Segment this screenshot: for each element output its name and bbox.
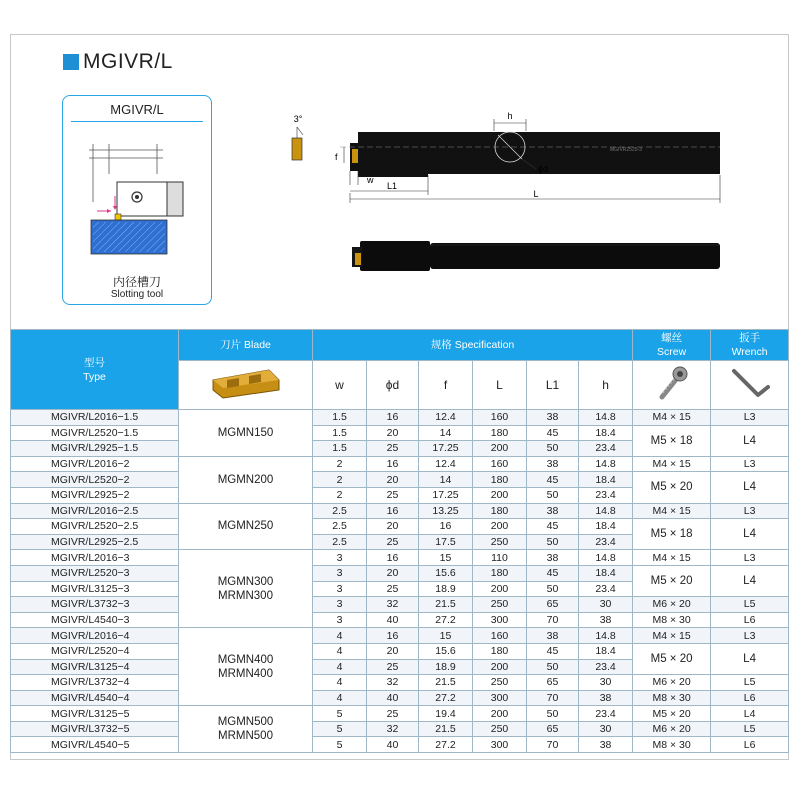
cell-f: 27.2: [419, 737, 473, 753]
screw-header-en: Screw: [656, 346, 687, 358]
wrench-cell: L3: [711, 456, 789, 472]
cell-d: 16: [367, 550, 419, 566]
cell-d: 40: [367, 737, 419, 753]
type-cell: MGIVR/L2925−1.5: [11, 441, 179, 457]
type-header-en: Type: [83, 370, 106, 383]
cell-f: 19.4: [419, 706, 473, 722]
table-row: [11, 706, 789, 722]
cell-f: 21.5: [419, 675, 473, 691]
cell-l1: 45: [527, 565, 579, 581]
blade-cell: [179, 456, 313, 503]
table-row: [11, 737, 789, 753]
cell-w: 2.5: [313, 503, 367, 519]
cell-f: 17.25: [419, 487, 473, 503]
cell-w: 2.5: [313, 519, 367, 535]
cell-w: 3: [313, 597, 367, 613]
type-header: [11, 330, 179, 410]
blade-cell: [179, 410, 313, 457]
table-row: [11, 503, 789, 519]
cell-h: 23.4: [579, 441, 633, 457]
blade-name: MGMN200: [217, 473, 274, 486]
wrench-header-cn: 扳手: [739, 332, 761, 344]
cell-d: 32: [367, 721, 419, 737]
screw-cell: M6 × 20: [633, 675, 711, 691]
type-cell: MGIVR/L3125−5: [11, 706, 179, 722]
wrench-cell: L4: [711, 706, 789, 722]
type-cell: MGIVR/L4540−5: [11, 737, 179, 753]
cell-l: 250: [473, 597, 527, 613]
table-row: [11, 612, 789, 628]
cell-l1: 38: [527, 410, 579, 426]
cell-w: 1.5: [313, 425, 367, 441]
screw-cell: M4 × 15: [633, 456, 711, 472]
screw-cell: M4 × 15: [633, 410, 711, 426]
cell-d: 16: [367, 410, 419, 426]
blade-image: [179, 361, 313, 410]
screw-header-cn: 螺丝: [661, 332, 683, 344]
table-row: [11, 721, 789, 737]
cell-w: 2: [313, 456, 367, 472]
cell-l1: 45: [527, 519, 579, 535]
cell-l1: 70: [527, 737, 579, 753]
table-row: [11, 456, 789, 472]
slotting-diagram-icon: [71, 122, 203, 272]
table-row: [11, 565, 789, 581]
cell-l: 200: [473, 581, 527, 597]
cell-l1: 50: [527, 487, 579, 503]
cell-w: 3: [313, 581, 367, 597]
screw-cell: M5 × 18: [633, 519, 711, 550]
cell-h: 23.4: [579, 534, 633, 550]
cell-f: 27.2: [419, 690, 473, 706]
type-cell: MGIVR/L3732−4: [11, 675, 179, 691]
cell-d: 20: [367, 472, 419, 488]
cell-l: 300: [473, 612, 527, 628]
L-label: L: [533, 189, 539, 199]
blade-name: MRMN500: [218, 730, 273, 743]
type-cell: MGIVR/L2520−4: [11, 643, 179, 659]
cell-l: 180: [473, 472, 527, 488]
panel-caption-cn: 内径槽刀: [112, 275, 161, 289]
type-cell: MGIVR/L2925−2: [11, 487, 179, 503]
col-h: h: [579, 361, 633, 410]
type-cell: MGIVR/L4540−4: [11, 690, 179, 706]
cell-d: 40: [367, 612, 419, 628]
cell-h: 38: [579, 690, 633, 706]
f-label: f: [335, 152, 338, 162]
type-cell: MGIVR/L2520−1.5: [11, 425, 179, 441]
blade-cell: [179, 503, 313, 550]
cell-w: 3: [313, 612, 367, 628]
wrench-cell: L3: [711, 410, 789, 426]
cell-l: 160: [473, 456, 527, 472]
cell-l: 200: [473, 487, 527, 503]
cell-h: 14.8: [579, 456, 633, 472]
table-row: [11, 643, 789, 659]
screw-cell: M4 × 15: [633, 550, 711, 566]
cell-f: 15.6: [419, 565, 473, 581]
screw-cell: M5 × 20: [633, 472, 711, 503]
screw-cell: M8 × 30: [633, 690, 711, 706]
cell-l1: 50: [527, 706, 579, 722]
cell-l1: 38: [527, 628, 579, 644]
cell-h: 18.4: [579, 425, 633, 441]
cell-w: 4: [313, 690, 367, 706]
cell-w: 3: [313, 565, 367, 581]
cell-h: 14.8: [579, 550, 633, 566]
wrench-cell: L4: [711, 472, 789, 503]
type-cell: MGIVR/L2016−2.5: [11, 503, 179, 519]
title-square-icon: [63, 54, 79, 70]
type-cell: MGIVR/L2016−1.5: [11, 410, 179, 426]
cell-l1: 65: [527, 721, 579, 737]
cell-h: 18.4: [579, 472, 633, 488]
cell-l: 300: [473, 737, 527, 753]
table-row: [11, 550, 789, 566]
table-row: [11, 425, 789, 441]
cell-w: 4: [313, 643, 367, 659]
screw-cell: M4 × 15: [633, 628, 711, 644]
wrench-cell: L3: [711, 550, 789, 566]
cell-f: 18.9: [419, 581, 473, 597]
cell-d: 25: [367, 581, 419, 597]
cell-d: 16: [367, 503, 419, 519]
table-row: [11, 597, 789, 613]
cell-w: 2: [313, 472, 367, 488]
table-row: [11, 410, 789, 426]
cell-d: 25: [367, 534, 419, 550]
blade-name: MGMN300: [217, 575, 274, 588]
col-phid: ϕd: [367, 361, 419, 410]
cell-l: 180: [473, 565, 527, 581]
cell-h: 14.8: [579, 503, 633, 519]
wrench-cell: L5: [711, 597, 789, 613]
wrench-cell: L3: [711, 628, 789, 644]
cell-f: 17.5: [419, 534, 473, 550]
slotting-tool-panel: [62, 95, 212, 305]
cell-l1: 45: [527, 643, 579, 659]
cell-h: 14.8: [579, 410, 633, 426]
type-cell: MGIVR/L3125−4: [11, 659, 179, 675]
screw-cell: M5 × 20: [633, 565, 711, 596]
cell-l: 200: [473, 441, 527, 457]
cell-f: 13.25: [419, 503, 473, 519]
table-row: [11, 675, 789, 691]
cell-w: 1.5: [313, 441, 367, 457]
cell-l1: 38: [527, 503, 579, 519]
blade-name: MRMN400: [218, 667, 273, 680]
svg-text:MGIVR2525-3: MGIVR2525-3: [610, 147, 642, 153]
cell-h: 18.4: [579, 643, 633, 659]
screw-cell: M5 × 18: [633, 425, 711, 456]
cell-f: 21.5: [419, 597, 473, 613]
cell-d: 20: [367, 519, 419, 535]
cell-l: 160: [473, 628, 527, 644]
cell-f: 15.6: [419, 643, 473, 659]
cell-f: 18.9: [419, 659, 473, 675]
screw-cell: M5 × 20: [633, 706, 711, 722]
cell-h: 30: [579, 597, 633, 613]
cell-l: 160: [473, 410, 527, 426]
cell-w: 2: [313, 487, 367, 503]
type-cell: MGIVR/L2520−2: [11, 472, 179, 488]
cell-d: 20: [367, 565, 419, 581]
cell-f: 16: [419, 519, 473, 535]
cell-w: 4: [313, 659, 367, 675]
boring-bar-drawing-icon: [280, 105, 730, 285]
wrench-header: [711, 330, 789, 361]
panel-title: MGIVR/L: [110, 102, 164, 117]
cell-f: 14: [419, 472, 473, 488]
type-cell: MGIVR/L2016−4: [11, 628, 179, 644]
spec-header: 规格 Specification: [313, 330, 633, 361]
type-cell: MGIVR/L2520−2.5: [11, 519, 179, 535]
cell-d: 25: [367, 706, 419, 722]
cell-w: 5: [313, 721, 367, 737]
screw-icon: [652, 363, 692, 403]
type-cell: MGIVR/L2016−2: [11, 456, 179, 472]
table-row: [11, 628, 789, 644]
type-cell: MGIVR/L4540−3: [11, 612, 179, 628]
cell-d: 25: [367, 441, 419, 457]
wrench-header-en: Wrench: [731, 346, 768, 358]
cell-l1: 65: [527, 597, 579, 613]
cell-f: 15: [419, 550, 473, 566]
title-block: [63, 50, 173, 74]
insert-detail-icon: [292, 114, 303, 160]
cell-l1: 50: [527, 441, 579, 457]
cell-h: 14.8: [579, 628, 633, 644]
cell-d: 25: [367, 659, 419, 675]
cell-w: 5: [313, 706, 367, 722]
cell-w: 2.5: [313, 534, 367, 550]
spec-table-body: [11, 410, 789, 753]
cell-l: 200: [473, 659, 527, 675]
cell-l: 180: [473, 503, 527, 519]
screw-header: [633, 330, 711, 361]
phid-label: ϕd: [538, 164, 549, 174]
specification-table: [10, 329, 789, 753]
type-cell: MGIVR/L3732−5: [11, 721, 179, 737]
cell-l1: 50: [527, 534, 579, 550]
cell-l1: 65: [527, 675, 579, 691]
cell-h: 23.4: [579, 659, 633, 675]
cell-l: 180: [473, 643, 527, 659]
screw-image: [633, 361, 711, 410]
cell-d: 32: [367, 675, 419, 691]
type-cell: MGIVR/L2016−3: [11, 550, 179, 566]
cell-l1: 50: [527, 581, 579, 597]
wrench-cell: L4: [711, 565, 789, 596]
wrench-image: [711, 361, 789, 410]
cell-l1: 38: [527, 550, 579, 566]
cell-h: 30: [579, 675, 633, 691]
wrench-cell: L6: [711, 690, 789, 706]
cell-l: 250: [473, 534, 527, 550]
table-row: [11, 472, 789, 488]
panel-caption-en: Slotting tool: [110, 289, 164, 300]
cell-w: 4: [313, 628, 367, 644]
cell-l: 180: [473, 425, 527, 441]
cell-l: 200: [473, 706, 527, 722]
cell-f: 15: [419, 628, 473, 644]
cell-d: 20: [367, 643, 419, 659]
cell-d: 40: [367, 690, 419, 706]
table-row: [11, 690, 789, 706]
h-label: h: [507, 111, 513, 121]
w-label: w: [367, 175, 374, 185]
cell-d: 16: [367, 628, 419, 644]
wrench-cell: L6: [711, 612, 789, 628]
cell-h: 23.4: [579, 706, 633, 722]
wrench-cell: L4: [711, 425, 789, 456]
angle-label: 3°: [293, 114, 303, 124]
type-cell: MGIVR/L2520−3: [11, 565, 179, 581]
cell-l: 110: [473, 550, 527, 566]
cell-f: 27.2: [419, 612, 473, 628]
wrench-cell: L4: [711, 519, 789, 550]
panel-illustration: [71, 121, 203, 272]
cell-w: 5: [313, 737, 367, 753]
blade-name: MGMN400: [217, 653, 274, 666]
tool-drawings: [280, 105, 730, 285]
cell-h: 38: [579, 612, 633, 628]
cell-h: 23.4: [579, 487, 633, 503]
cell-f: 12.4: [419, 456, 473, 472]
blade-header: 刀片 Blade: [179, 330, 313, 361]
col-L: L: [473, 361, 527, 410]
cell-l1: 45: [527, 472, 579, 488]
hex-key-icon: [728, 363, 772, 403]
screw-cell: M8 × 30: [633, 737, 711, 753]
cell-l1: 45: [527, 425, 579, 441]
cell-l1: 38: [527, 456, 579, 472]
cell-w: 4: [313, 675, 367, 691]
cell-d: 20: [367, 425, 419, 441]
cell-l: 200: [473, 519, 527, 535]
cell-h: 18.4: [579, 519, 633, 535]
blade-cell: [179, 550, 313, 628]
cell-l: 250: [473, 675, 527, 691]
cell-f: 21.5: [419, 721, 473, 737]
blade-name: MGMN150: [217, 426, 274, 439]
page-title: MGIVR/L: [83, 50, 173, 73]
col-L1: L1: [527, 361, 579, 410]
cell-d: 32: [367, 597, 419, 613]
wrench-cell: L5: [711, 721, 789, 737]
L1-label: L1: [386, 181, 398, 191]
type-header-cn: 型号: [84, 356, 105, 369]
screw-cell: M6 × 20: [633, 597, 711, 613]
cell-w: 1.5: [313, 410, 367, 426]
cell-h: 38: [579, 737, 633, 753]
screw-cell: M5 × 20: [633, 643, 711, 674]
cell-f: 12.4: [419, 410, 473, 426]
cell-l: 250: [473, 721, 527, 737]
table-row: [11, 519, 789, 535]
cell-h: 30: [579, 721, 633, 737]
blade-name: MGMN250: [217, 520, 274, 533]
blade-cell: [179, 628, 313, 706]
cell-l1: 70: [527, 690, 579, 706]
cell-h: 23.4: [579, 581, 633, 597]
cell-l: 300: [473, 690, 527, 706]
screw-cell: M8 × 30: [633, 612, 711, 628]
wrench-cell: L4: [711, 643, 789, 674]
cell-h: 18.4: [579, 565, 633, 581]
col-w: w: [313, 361, 367, 410]
wrench-cell: L6: [711, 737, 789, 753]
type-cell: MGIVR/L3125−3: [11, 581, 179, 597]
cell-f: 17.25: [419, 441, 473, 457]
screw-cell: M6 × 20: [633, 721, 711, 737]
cell-w: 3: [313, 550, 367, 566]
type-cell: MGIVR/L2925−2.5: [11, 534, 179, 550]
cell-l1: 70: [527, 612, 579, 628]
screw-cell: M4 × 15: [633, 503, 711, 519]
cell-f: 14: [419, 425, 473, 441]
insert-blade-icon: [209, 366, 283, 400]
blade-cell: [179, 706, 313, 753]
blade-name: MRMN300: [218, 589, 273, 602]
cell-l1: 50: [527, 659, 579, 675]
type-cell: MGIVR/L3732−3: [11, 597, 179, 613]
wrench-cell: L5: [711, 675, 789, 691]
blade-name: MGMN500: [217, 716, 274, 729]
wrench-cell: L3: [711, 503, 789, 519]
col-f: f: [419, 361, 473, 410]
cell-d: 16: [367, 456, 419, 472]
cell-d: 25: [367, 487, 419, 503]
